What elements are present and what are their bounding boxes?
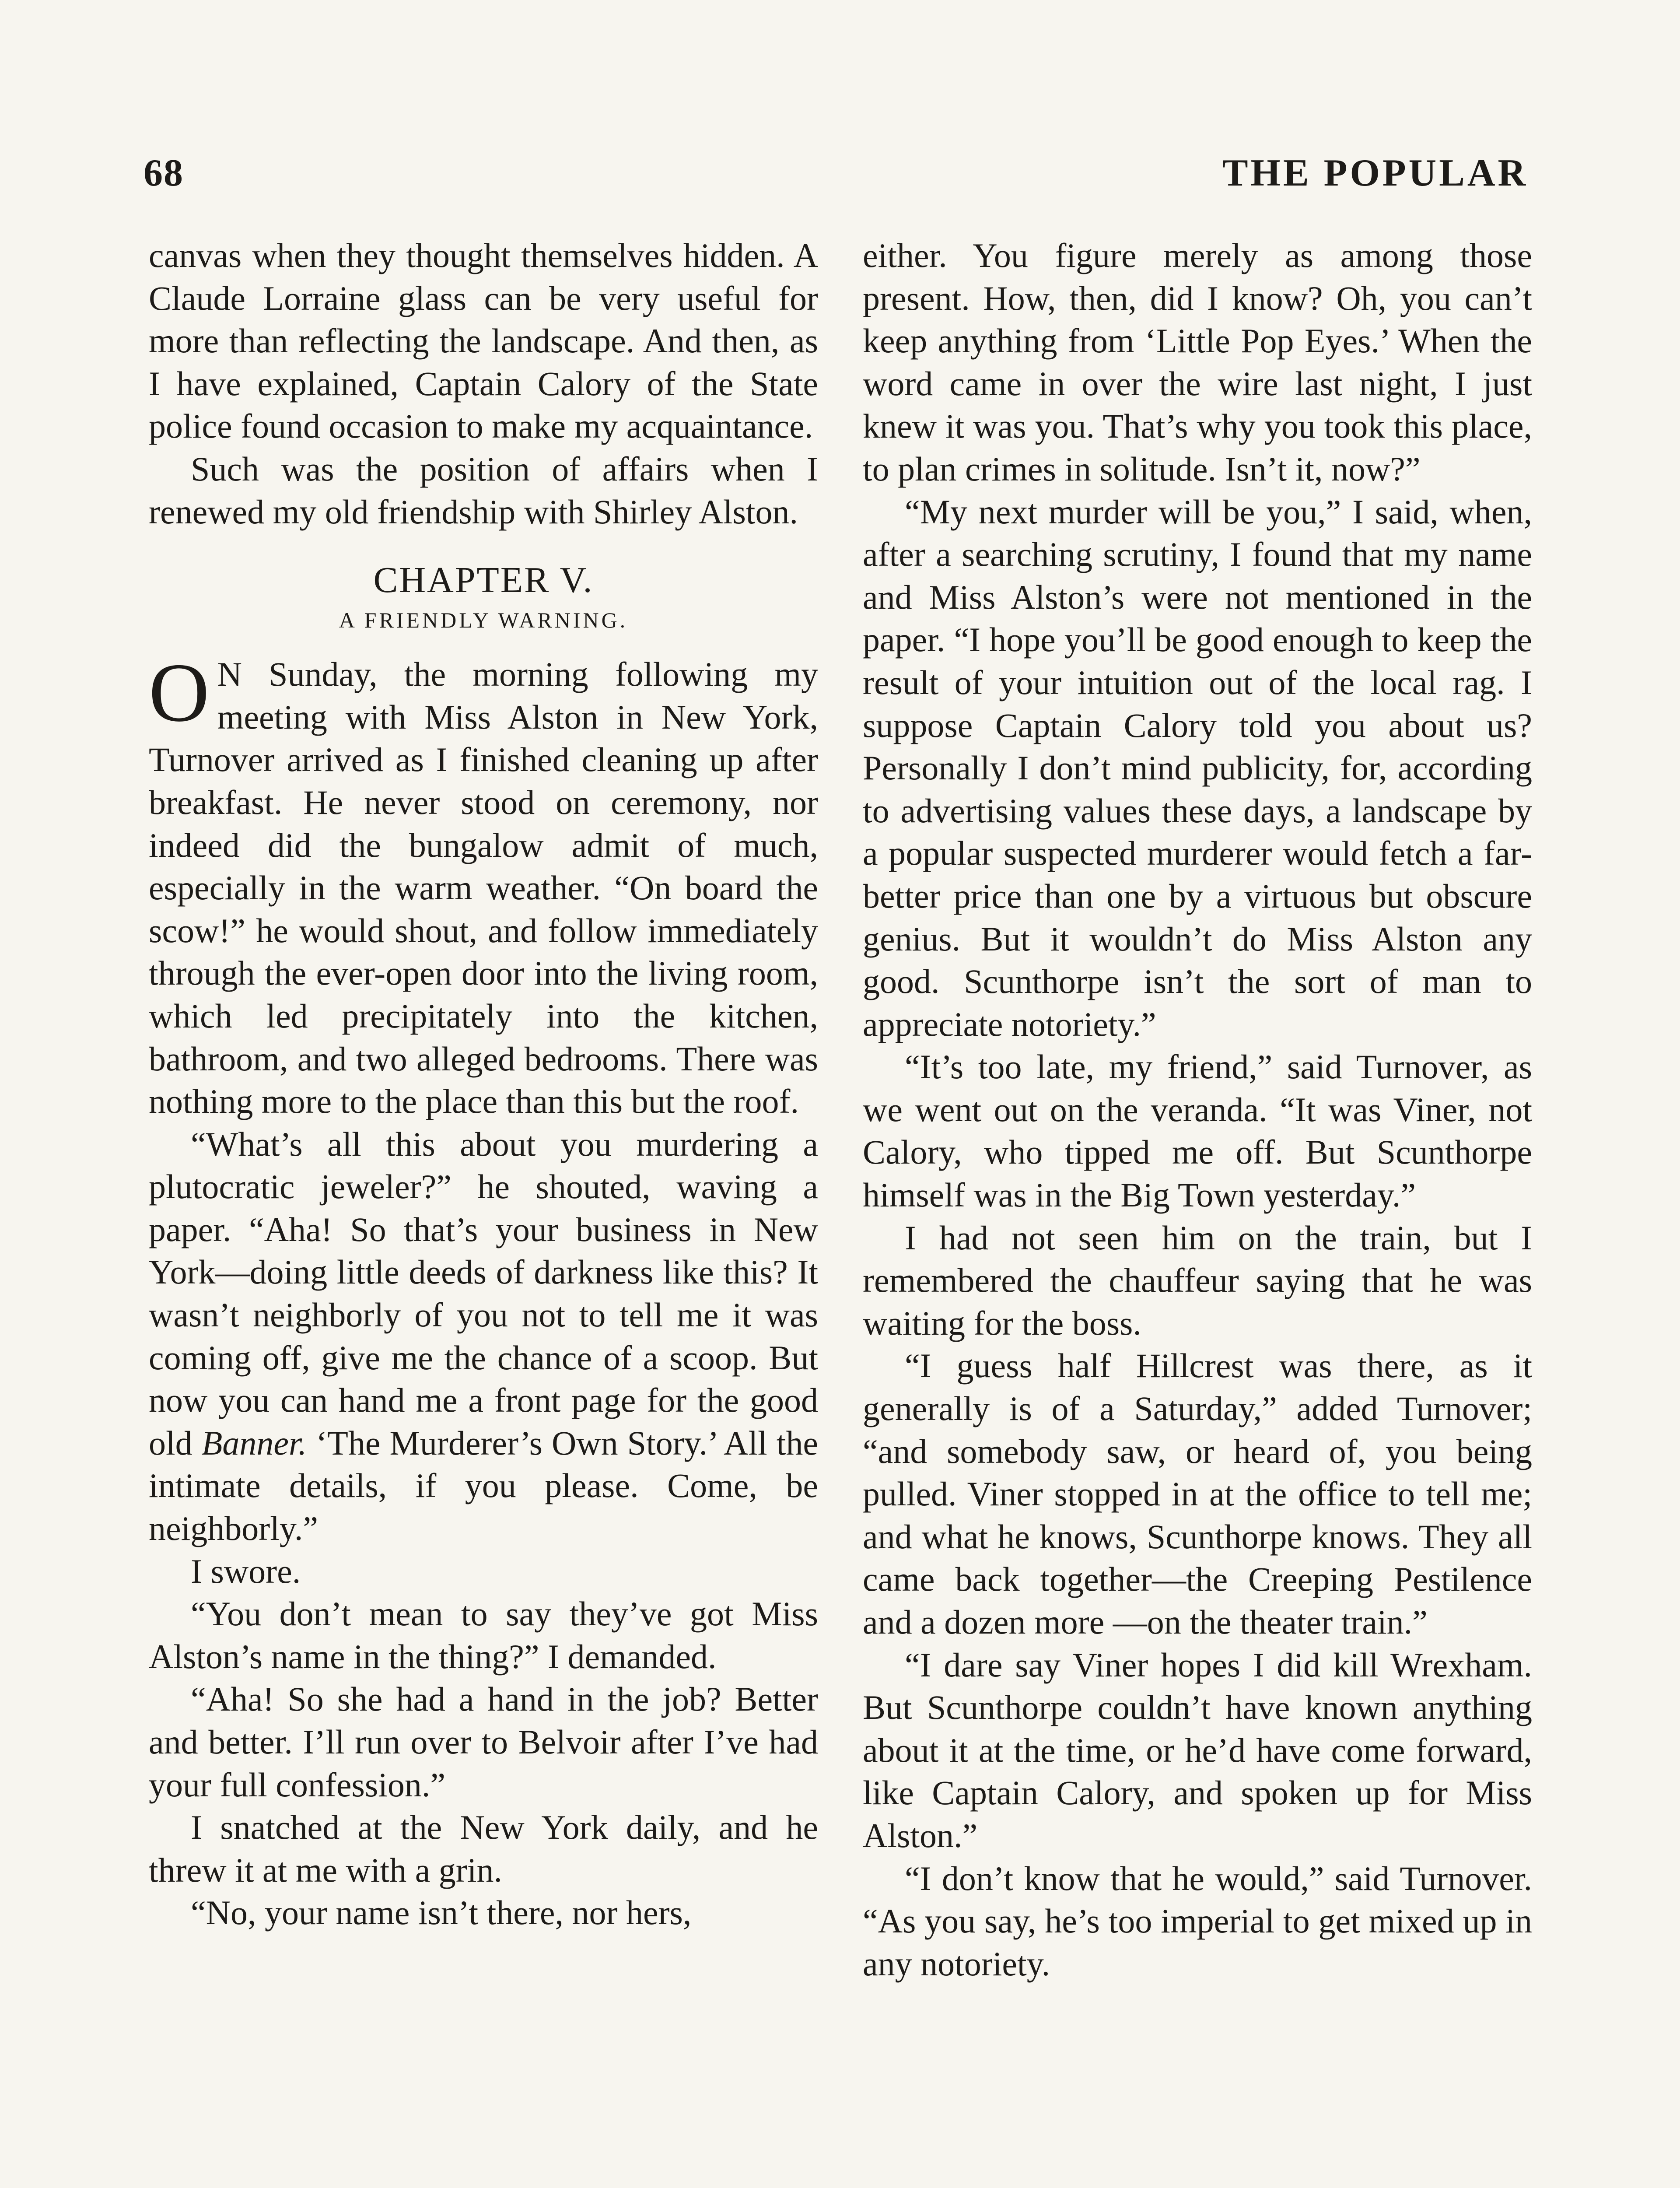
paragraph: Such was the position of affairs when I renewed my old friendship with Shirley Alston.	[149, 449, 818, 531]
drop-cap: O	[149, 646, 210, 740]
newspaper-title: Banner.	[201, 1424, 307, 1462]
paragraph: “You don’t mean to say they’ve got Miss Alston’s name in the thing?” I demanded.	[149, 1595, 818, 1676]
running-title: THE POPULAR	[1222, 152, 1528, 194]
page-number: 68	[144, 152, 184, 194]
paragraph: I had not seen him on the train, but I remembered the chauffeur saying that he was waiting for the boss.	[863, 1218, 1532, 1342]
chapter-title: CHAPTER V.	[373, 560, 594, 601]
paragraph: “Aha! So she had a hand in the job? Better and better. I’ll run over to Belvoir after I’ve had your full confession.”	[149, 1680, 818, 1804]
paragraph: “No, your name isn’t there, nor hers,	[191, 1893, 692, 1932]
paragraph: “I dare say Viner hopes I did kill Wrexham. But Scunthorpe couldn’t have known anything about it at the time, or he’d have come forward, like Captain Calory, and spoken up for Miss Alston.”	[863, 1645, 1532, 1855]
paragraph: canvas when they thought themselves hidden. A Claude Lorraine glass can be very useful for more than reflecting the landscape. And then, as I have explained, Captain Calory of the State police found occasion to make my acquaintance.	[149, 236, 818, 445]
paragraph	[149, 646, 818, 1123]
paragraph: “I guess half Hillcrest was there, as it generally is of a Saturday,” added Turnover; “and somebody saw, or heard of, you being pulled. Viner stopped in at the office to tell me; and what he knows, Scunthorpe knows. They all came back together—the Creeping Pestilence and a dozen more —on the theater train.”	[863, 1346, 1532, 1641]
paragraph-text: ‘The Murderer’s Own Story.’ All the intimate details, if you please. Come, be neighborly.”	[149, 1424, 819, 1548]
right-column	[863, 234, 1532, 1985]
paragraph-text: N Sunday, the morning following my meeting with Miss Alston in New York, Turnover arrived as I finished cleaning up after breakfast. He never stood on ceremony, nor indeed did the bungalow admit of much, especially in the warm weather. “On board the scow!” he would shout, and follow immediately through the ever-open door into the living room, which led precipitately into the kitchen, bathroom, and two alleged bedrooms. There was nothing more to the place than this but the roof.	[149, 655, 818, 1121]
paragraph-text: “What’s all this about you murdering a plutocratic jeweler?” he shouted, waving a paper. “Aha! So that’s your business in New York—doing little deeds of darkness like this? It wasn’t neighborly of you not to tell me it was coming off, give me the chance of a scoop. But now you can hand me a front page for the good old	[149, 1125, 818, 1462]
paragraph: “I don’t know that he would,” said Turnover. “As you say, he’s too imperial to get mixed up in any notoriety.	[863, 1859, 1532, 1983]
paragraph: “My next murder will be you,” I said, when, after a searching scrutiny, I found that my name and Miss Alston’s were not mentioned in the paper. “I hope you’ll be good enough to keep the result of your intuition out of the local rag. I suppose Captain Calory told you about us? Personally I don’t mind publicity, for, according to advertising values these days, a landscape by a popular suspected murderer would fetch a far-better price than one by a virtuous but obscure genius. But it wouldn’t do Miss Alston any good. Scunthorpe isn’t the sort of man to appreciate notoriety.”	[863, 492, 1532, 1043]
paragraph	[149, 1123, 818, 1550]
chapter-subtitle: A FRIENDLY WARNING.	[339, 608, 628, 633]
paragraph: I swore.	[191, 1552, 301, 1590]
left-column	[149, 234, 818, 1934]
paragraph: “It’s too late, my friend,” said Turnover, as we went out on the veranda. “It was Viner, not Calory, who tipped me off. But Scunthorpe himself was in the Big Town yesterday.”	[863, 1048, 1532, 1214]
paragraph: I snatched at the New York daily, and he threw it at me with a grin.	[149, 1808, 818, 1889]
paragraph: either. You figure merely as among those present. How, then, did I know? Oh, you can’t keep anything from ‘Little Pop Eyes.’ When the word came in over the wire last night, I just knew it was you. That’s why you took this place, to plan crimes in solitude. Isn’t it, now?”	[863, 236, 1532, 488]
